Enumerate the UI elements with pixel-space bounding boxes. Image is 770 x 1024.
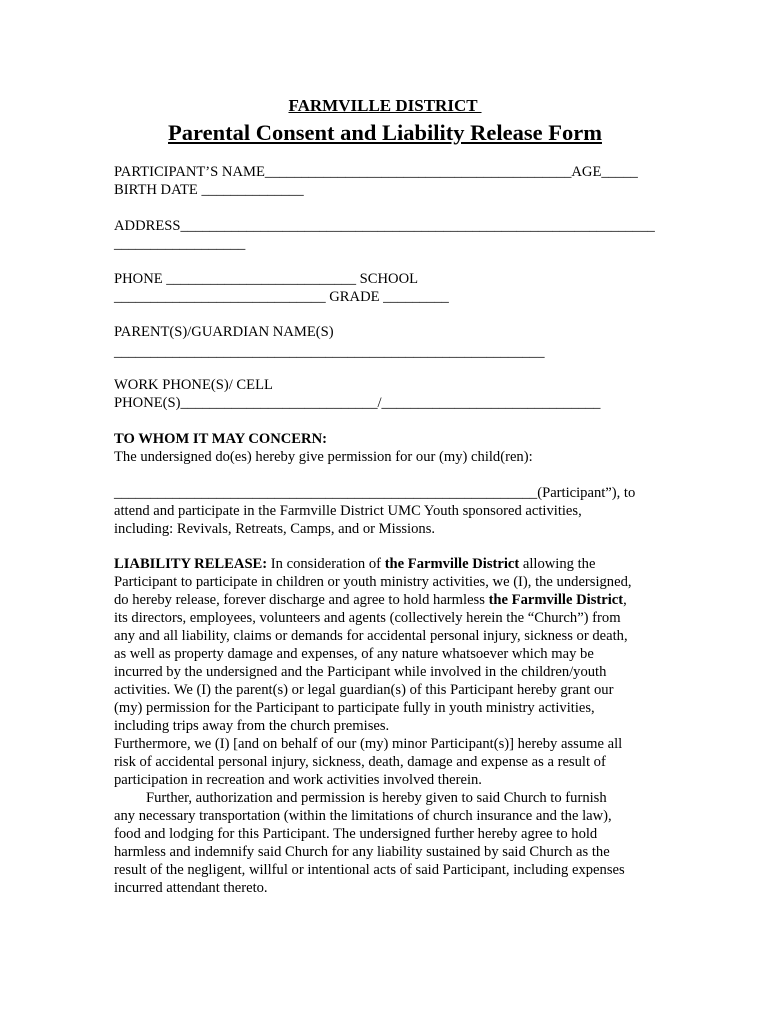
release-line: any necessary transportation (within the limitations of church insurance and the law), <box>114 808 612 824</box>
parent-guardian-blank: ___________________________________________________________ <box>114 344 545 360</box>
address-field: ADDRESS_________________________________________________________________ <box>114 218 655 234</box>
release-line: risk of accidental personal injury, sickness, death, damage and expense as a result of <box>114 754 606 770</box>
permission-intro: The undersigned do(es) hereby give permission for our (my) child(ren): <box>114 449 533 465</box>
work-phone-label: WORK PHONE(S)/ CELL <box>114 377 273 393</box>
release-line <box>114 591 659 609</box>
release-line: including trips away from the church premises. <box>114 718 390 734</box>
release-text: , <box>623 592 627 608</box>
release-line: any and all liability, claims or demands for accidental personal injury, sickness or death, <box>114 628 628 644</box>
birth-date-field: BIRTH DATE ______________ <box>114 182 304 198</box>
liability-release-paragraph <box>114 555 659 897</box>
release-line: activities. We (I) the parent(s) or legal guardian(s) of this Participant hereby grant our <box>114 682 614 698</box>
district-title: FARMVILLE DISTRICT <box>288 96 482 115</box>
release-text: In consideration of <box>267 556 385 572</box>
parent-guardian-label: PARENT(S)/GUARDIAN NAME(S) <box>114 324 334 340</box>
release-bold-text: the Farmville District <box>384 556 520 572</box>
release-bold-text: the Farmville District <box>488 592 624 608</box>
form-title: Parental Consent and Liability Release Form <box>168 120 602 145</box>
release-line: result of the negligent, willful or intentional acts of said Participant, including expenses <box>114 862 625 878</box>
participant-name-field: PARTICIPANT’S NAME__________________________________________AGE_____ <box>114 164 638 180</box>
release-line: its directors, employees, volunteers and agents (collectively herein the “Church”) from <box>114 610 621 626</box>
release-line: harmless and indemnify said Church for any liability sustained by said Church as the <box>114 844 610 860</box>
phone-school-field: PHONE __________________________ SCHOOL <box>114 271 419 287</box>
address-field-continued: __________________ <box>114 236 246 252</box>
participant-blank-line: __________________________________________________________(Participant”), to <box>114 485 636 501</box>
release-line: food and lodging for this Participant. The undersigned further hereby agree to hold <box>114 826 598 842</box>
release-line: Further, authorization and permission is hereby given to said Church to furnish <box>146 790 607 806</box>
release-line: participation in recreation and work activities involved therein. <box>114 772 482 788</box>
release-text: do hereby release, forever discharge and agree to hold harmless <box>114 592 489 608</box>
release-line: Participant to participate in children or youth ministry activities, we (I), the undersigned, <box>114 574 632 590</box>
release-line <box>114 555 659 573</box>
grade-field: _____________________________ GRADE _________ <box>114 289 449 305</box>
release-line: as well as property damage and expenses, of any nature whatsoever which may be <box>114 646 594 662</box>
concern-heading: TO WHOM IT MAY CONCERN: <box>114 431 327 447</box>
release-line: incurred attendant thereto. <box>114 880 268 896</box>
release-line: incurred by the undersigned and the Participant while involved in the children/youth <box>114 664 607 680</box>
permission-line-3: including: Revivals, Retreats, Camps, and or Missions. <box>114 521 436 537</box>
release-line: (my) permission for the Participant to participate fully in youth ministry activities, <box>114 700 595 716</box>
liability-release-label: LIABILITY RELEASE: <box>114 556 268 572</box>
work-phone-field: PHONE(S)___________________________/______________________________ <box>114 395 601 411</box>
permission-line-2: attend and participate in the Farmville District UMC Youth sponsored activities, <box>114 503 582 519</box>
release-text: allowing the <box>519 556 596 572</box>
release-line: Furthermore, we (I) [and on behalf of our (my) minor Participant(s)] hereby assume all <box>114 736 623 752</box>
